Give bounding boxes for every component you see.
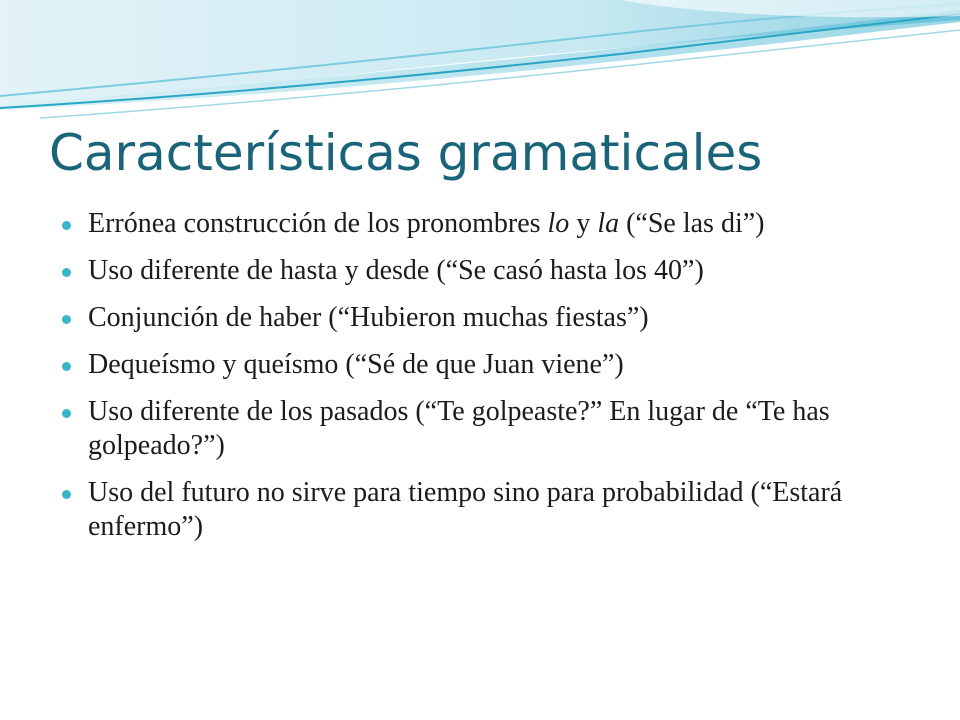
- header-wave-decoration: [0, 0, 960, 130]
- bullet-marker-icon: [62, 315, 71, 324]
- bullet-text-segment: Dequeísmo y queísmo (“Sé de que Juan viene”): [88, 349, 624, 380]
- bullet-text: [88, 396, 830, 461]
- bullet-item: [62, 348, 902, 382]
- bullet-text: [88, 302, 649, 333]
- bullet-marker-icon: [62, 362, 71, 371]
- bullet-text-segment: Errónea construcción de los pronombres: [88, 208, 548, 239]
- bullet-item: [62, 254, 902, 288]
- bullet-text-segment: (“Se las di”): [619, 208, 765, 239]
- bullet-item: [62, 207, 902, 241]
- bullet-marker-icon: [62, 221, 71, 230]
- italic-term: lo: [547, 208, 570, 239]
- bullet-list: [62, 207, 902, 557]
- bullet-marker-icon: [62, 490, 71, 499]
- bullet-text-segment: y: [569, 208, 598, 239]
- bullet-text-segment: Uso del futuro no sirve para tiempo sino para probabilidad (“Estará enfermo”): [88, 477, 843, 542]
- bullet-item: [62, 301, 902, 335]
- bullet-text-segment: Conjunción de haber (“Hubieron muchas fiestas”): [88, 302, 649, 333]
- bullet-text: [88, 208, 764, 239]
- bullet-marker-icon: [62, 409, 71, 418]
- bullet-text-segment: Uso diferente de los pasados (“Te golpeaste?” En lugar de “Te has golpeado?”): [88, 396, 830, 461]
- slide-title: Características gramaticales: [49, 124, 763, 182]
- bullet-marker-icon: [62, 268, 71, 277]
- italic-term: la: [597, 208, 620, 239]
- bullet-text: [88, 349, 624, 380]
- bullet-text: [88, 255, 704, 286]
- bullet-text-segment: Uso diferente de hasta y desde (“Se casó hasta los 40”): [88, 255, 704, 286]
- bullet-item: [62, 476, 902, 544]
- bullet-item: [62, 395, 902, 463]
- bullet-text: [88, 477, 842, 542]
